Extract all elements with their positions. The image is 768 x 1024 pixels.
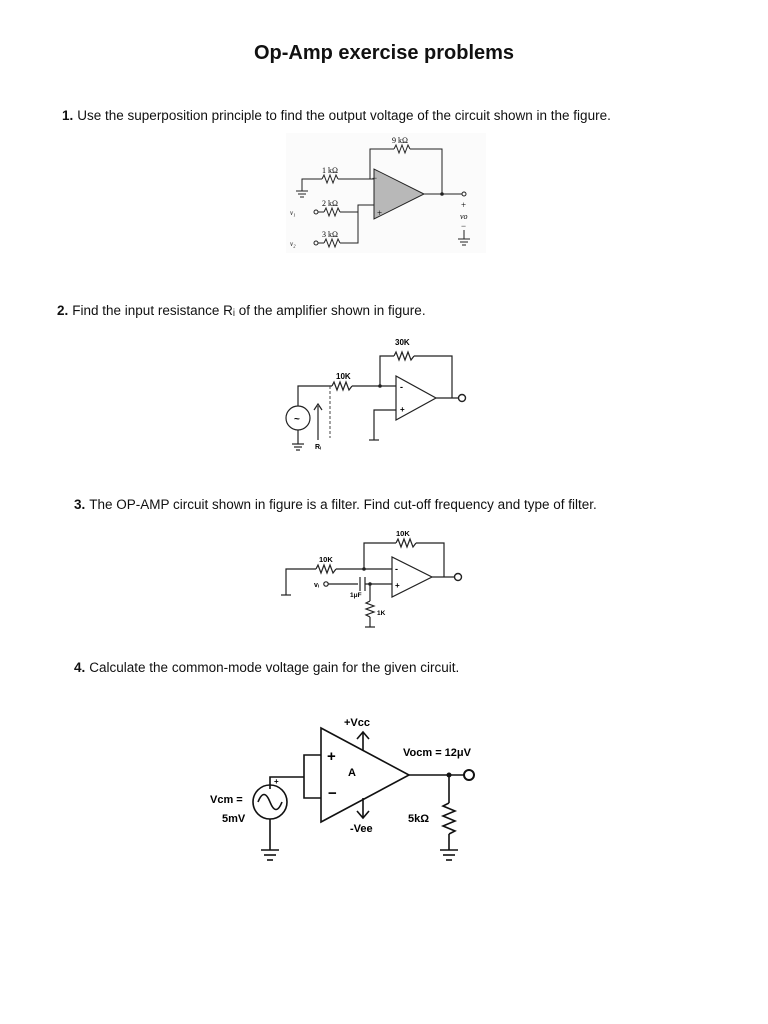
feedback-resistor-label: 10K	[396, 529, 410, 538]
problem-number: 1.	[62, 108, 74, 123]
feedback-resistor-label: 9 kΩ	[392, 136, 408, 145]
problem-number: 2.	[57, 303, 69, 318]
figure-2-inverting-amplifier	[274, 328, 490, 460]
source-plus-sign: +	[274, 777, 279, 786]
figure-4-common-mode-circuit	[200, 712, 500, 872]
problem-3	[74, 497, 597, 513]
problem-text: Calculate the common-mode voltage gain for the given circuit.	[89, 660, 460, 675]
noninverting-input-sign: +	[377, 208, 383, 218]
figure-1-summing-amplifier	[286, 133, 486, 253]
problem-text: Use the superposition principle to find the output voltage of the circuit shown in the figure.	[77, 108, 611, 123]
inverting-input-sign: −	[328, 785, 337, 802]
inverting-input-sign: -	[400, 382, 403, 392]
noninverting-input-sign: +	[327, 748, 336, 765]
problem-text: Find the input resistance Rᵢ of the amplifier shown in figure.	[72, 303, 426, 318]
input-voltage-label: vᵢ	[314, 582, 319, 589]
output-voltage-label: Vocm = 12μV	[403, 747, 471, 759]
output-voltage-label: vo	[460, 212, 468, 221]
capacitor-label: 1μF	[350, 592, 362, 599]
inverting-input-sign: -	[395, 564, 398, 574]
vcm-label-line1: Vcm =	[210, 794, 243, 806]
output-minus-label: −	[461, 221, 467, 231]
vcc-label: +Vcc	[344, 717, 370, 729]
page-title: Op-Amp exercise problems	[253, 42, 515, 64]
figure-3-filter-circuit	[274, 523, 478, 641]
problem-number: 4.	[74, 660, 86, 675]
resistor-1-label: 1 kΩ	[322, 166, 338, 175]
input-resistor-label: 10K	[319, 555, 333, 564]
ac-source-symbol: ~	[294, 414, 300, 425]
problem-1	[62, 108, 611, 124]
ground-resistor-label: 1K	[377, 610, 386, 617]
problem-text: The OP-AMP circuit shown in figure is a filter. Find cut-off frequency and type of filter.	[89, 497, 597, 512]
input-resistor-label: 10K	[336, 372, 351, 381]
problem-4	[74, 660, 459, 676]
inverting-input-sign: −	[372, 173, 378, 183]
output-plus-label: +	[461, 200, 467, 210]
problem-2	[57, 303, 426, 319]
vcm-label-line2: 5mV	[222, 813, 246, 825]
input-2-label: v₂	[290, 240, 296, 248]
noninverting-input-sign: +	[395, 581, 400, 590]
noninverting-input-sign: +	[400, 405, 405, 414]
resistor-2-label: 2 kΩ	[322, 199, 338, 208]
resistor-3-label: 3 kΩ	[322, 230, 338, 239]
load-resistor-label: 5kΩ	[408, 813, 430, 825]
feedback-resistor-label: 30K	[395, 338, 410, 347]
input-resistance-label: Rᵢ	[315, 444, 322, 451]
gain-label: A	[348, 767, 356, 779]
vee-label: -Vee	[350, 823, 373, 835]
input-1-label: v₁	[290, 209, 296, 217]
problem-number: 3.	[74, 497, 86, 512]
